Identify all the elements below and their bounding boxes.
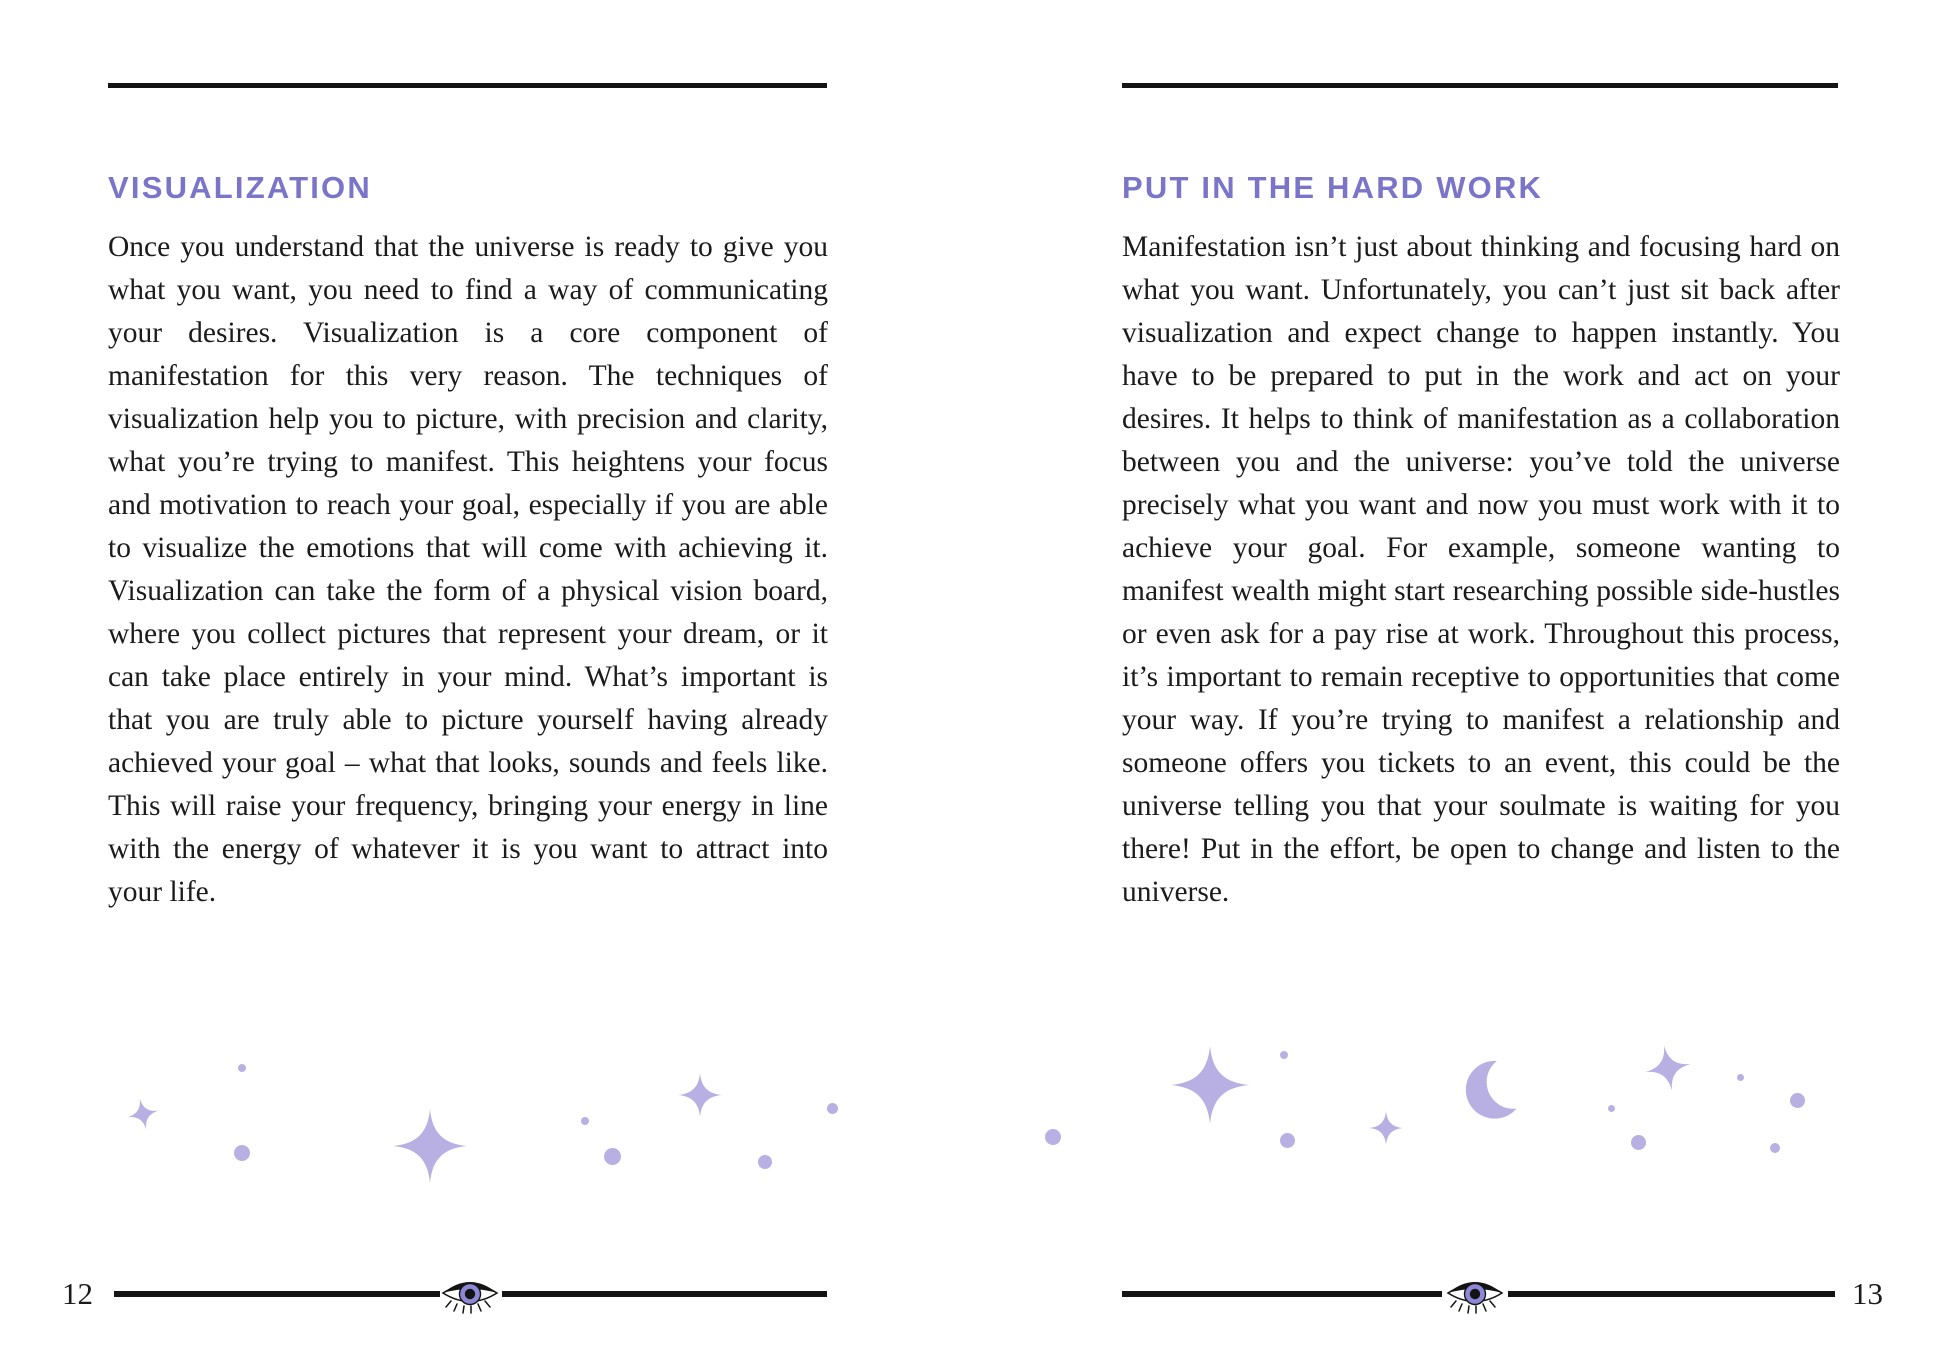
dot-icon bbox=[238, 1064, 246, 1072]
right-footer-rule-left bbox=[1122, 1291, 1442, 1297]
sparkle-icon bbox=[1369, 1111, 1403, 1145]
left-page-top-rule bbox=[108, 83, 827, 88]
sparkle-icon bbox=[678, 1073, 722, 1117]
left-footer-rule-left bbox=[114, 1291, 440, 1297]
left-page-heading: VISUALIZATION bbox=[108, 170, 372, 205]
evil-eye-icon bbox=[1445, 1270, 1505, 1320]
dot-icon bbox=[1770, 1143, 1780, 1153]
left-page-paragraph: Once you understand that the universe is ready to give you what you want, you need to find a way of communicating your desires. Visualization is a core component of manifestation for this very reason. The techniques of visualization help you to picture, with precision and clarity, what you’re trying to manifest. This heightens your focus and motivation to reach your goal, especially if you are able to visualize the emotions that will come with achieving it. Visualization can take the form of a physical vision board, where you collect pictures that represent your dream, or it can take place entirely in your mind. What’s important is that you are truly able to picture yourself having already achieved your goal – what that looks, sounds and feels like. This will raise your frequency, bringing your energy in line with the energy of whatever it is you want to attract into your life. bbox=[108, 231, 828, 908]
sparkle-icon bbox=[1641, 1041, 1694, 1094]
right-page-number: 13 bbox=[1852, 1276, 1883, 1311]
right-page-top-rule bbox=[1122, 83, 1838, 88]
right-page-paragraph: Manifestation isn’t just about thinking and focusing hard on what you want. Unfortunately, you can’t just sit back after visualization and expect change to happen instantly. You have to be prepared to put in the work and act on your desires. It helps to think of manifestation as a collaboration between you and the universe: you’ve told the universe precisely what you want and now you must work with it to achieve your goal. For example, someone wanting to manifest wealth might start researching possible side-hustles or even ask for a pay rise at work. Throughout this process, it’s important to remain receptive to opportunities that come your way. If you’re trying to manifest a relationship and someone offers you tickets to an event, this could be the universe telling you that your soulmate is waiting for you there! Put in the effort, be open to change and listen to the universe. bbox=[1122, 231, 1840, 908]
dot-icon bbox=[758, 1155, 772, 1169]
sparkle-icon bbox=[1171, 1046, 1249, 1124]
sparkle-icon bbox=[393, 1109, 467, 1183]
dot-icon bbox=[1608, 1105, 1615, 1112]
dot-icon bbox=[1280, 1133, 1295, 1148]
right-footer-rule-right bbox=[1508, 1291, 1835, 1297]
dot-icon bbox=[1280, 1051, 1288, 1059]
right-page-heading: PUT IN THE HARD WORK bbox=[1122, 170, 1544, 205]
left-page-number: 12 bbox=[62, 1276, 93, 1311]
dot-icon bbox=[1790, 1093, 1805, 1108]
dot-icon bbox=[581, 1117, 589, 1125]
dot-icon bbox=[234, 1145, 250, 1161]
evil-eye-icon bbox=[440, 1270, 500, 1320]
dot-icon bbox=[1631, 1135, 1646, 1150]
dot-icon bbox=[1737, 1074, 1744, 1081]
left-footer-rule-right bbox=[502, 1291, 827, 1297]
dot-icon bbox=[827, 1103, 838, 1114]
dot-icon bbox=[604, 1148, 621, 1165]
sparkle-icon bbox=[124, 1095, 162, 1133]
dot-icon bbox=[1045, 1129, 1061, 1145]
crescent-moon-icon bbox=[1460, 1051, 1535, 1126]
